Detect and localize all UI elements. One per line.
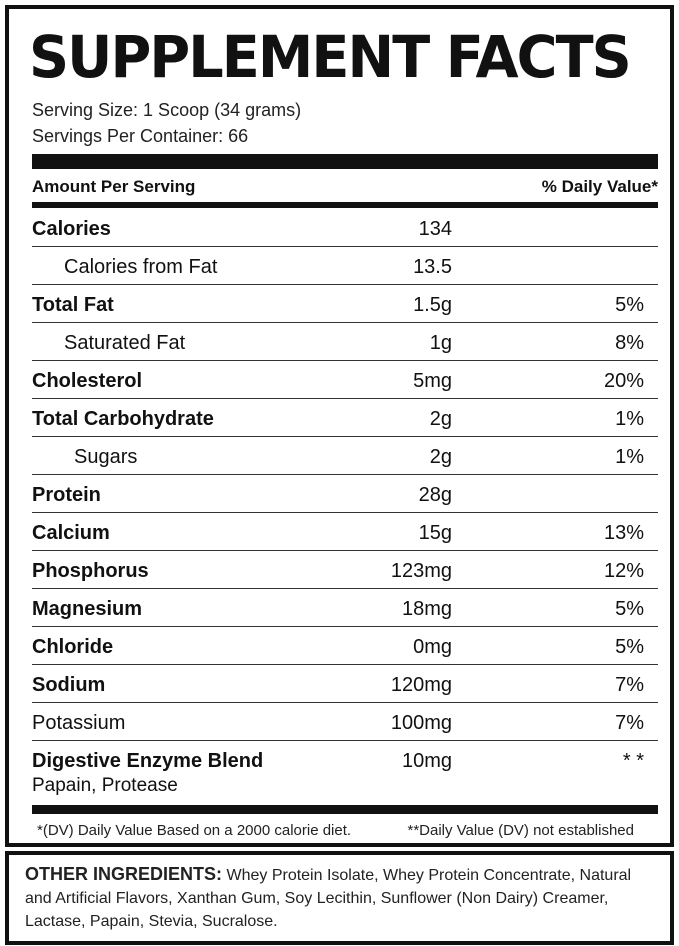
header-divider bbox=[32, 202, 658, 208]
table-row bbox=[32, 209, 658, 247]
table-row bbox=[32, 285, 658, 323]
amount-per-serving-label: Amount Per Serving bbox=[32, 177, 196, 196]
other-ingredients-label: OTHER INGREDIENTS: bbox=[25, 864, 223, 884]
nutrient-name: Digestive Enzyme Blend bbox=[32, 750, 264, 772]
nutrient-dv: 20% bbox=[603, 370, 644, 392]
bottom-divider bbox=[32, 805, 658, 814]
nutrient-amount: 120mg bbox=[390, 674, 452, 696]
other-ingredients-panel bbox=[5, 851, 674, 945]
nutrient-name: Calcium bbox=[32, 522, 110, 544]
nutrient-amount: 10mg bbox=[401, 750, 452, 772]
nutrient-dv: * * bbox=[622, 750, 644, 772]
table-row bbox=[32, 247, 658, 285]
nutrient-amount: 28g bbox=[418, 484, 452, 506]
nutrient-name: Chloride bbox=[32, 636, 114, 658]
nutrient-amount: 2g bbox=[429, 446, 452, 468]
other-ingredients-list: Whey Protein Isolate, Whey Protein Concentrate, Natural and Artificial Flavors, Xanthan Gum, Soy Lecithin, Sunflower (Non Dairy) Creamer, Lactase, Papain, Stevia, Sucralose. bbox=[25, 867, 632, 930]
table-row bbox=[32, 323, 658, 361]
nutrient-name: Potassium bbox=[32, 712, 126, 734]
table-header bbox=[32, 174, 658, 200]
table-row bbox=[32, 437, 658, 475]
table-row bbox=[32, 513, 658, 551]
nutrient-amount: 134 bbox=[418, 218, 452, 240]
daily-value-label: % Daily Value* bbox=[541, 177, 658, 196]
nutrient-amount: 100mg bbox=[390, 712, 452, 734]
nutrient-dv: 7% bbox=[615, 674, 644, 696]
nutrient-name: Total Fat bbox=[32, 294, 114, 316]
nutrient-dv: 5% bbox=[615, 636, 644, 658]
supplement-facts-panel bbox=[5, 5, 674, 847]
blend-ingredients: Papain, Protease bbox=[32, 775, 178, 796]
nutrient-amount: 0mg bbox=[413, 636, 452, 658]
nutrient-dv: 5% bbox=[615, 294, 644, 316]
nutrient-amount: 15g bbox=[418, 522, 452, 544]
nutrient-name: Total Carbohydrate bbox=[32, 408, 214, 430]
panel-title: SUPPLEMENT FACTS bbox=[29, 23, 630, 91]
thick-divider bbox=[32, 154, 658, 169]
table-row bbox=[32, 589, 658, 627]
nutrient-amount: 123mg bbox=[390, 560, 452, 582]
nutrient-table bbox=[32, 209, 658, 801]
nutrient-amount: 18mg bbox=[401, 598, 452, 620]
nutrient-dv: 1% bbox=[615, 408, 644, 430]
footnote-not-established: **Daily Value (DV) not established bbox=[407, 822, 634, 839]
nutrient-amount: 5mg bbox=[413, 370, 452, 392]
table-row bbox=[32, 361, 658, 399]
footnote-daily-value: *(DV) Daily Value Based on a 2000 calorie diet. bbox=[37, 822, 352, 839]
nutrient-name: Magnesium bbox=[32, 598, 143, 620]
nutrient-dv: 8% bbox=[615, 332, 644, 354]
table-row bbox=[32, 741, 658, 801]
table-row bbox=[32, 475, 658, 513]
nutrient-amount: 1g bbox=[429, 332, 452, 354]
nutrient-name: Sugars bbox=[74, 446, 138, 468]
table-row bbox=[32, 665, 658, 703]
serving-size: Serving Size: 1 Scoop (34 grams) bbox=[32, 100, 302, 120]
nutrient-dv: 5% bbox=[615, 598, 644, 620]
nutrient-name: Saturated Fat bbox=[64, 332, 186, 354]
nutrient-name: Protein bbox=[32, 484, 101, 506]
nutrient-dv: 12% bbox=[603, 560, 644, 582]
table-row bbox=[32, 627, 658, 665]
nutrient-amount: 13.5 bbox=[413, 256, 452, 278]
nutrient-dv: 7% bbox=[615, 712, 644, 734]
table-row bbox=[32, 551, 658, 589]
servings-per-container: Servings Per Container: 66 bbox=[32, 126, 249, 146]
nutrient-dv: 13% bbox=[603, 522, 644, 544]
nutrient-name: Phosphorus bbox=[32, 560, 149, 582]
table-row bbox=[32, 399, 658, 437]
nutrient-name: Cholesterol bbox=[32, 370, 143, 392]
nutrient-name: Calories bbox=[32, 218, 111, 240]
table-row bbox=[32, 703, 658, 741]
nutrient-dv: 1% bbox=[615, 446, 644, 468]
nutrient-amount: 1.5g bbox=[413, 294, 452, 316]
other-ingredients bbox=[25, 863, 657, 933]
nutrient-amount: 2g bbox=[429, 408, 452, 430]
nutrient-name: Sodium bbox=[32, 674, 106, 696]
nutrient-name: Calories from Fat bbox=[64, 256, 218, 278]
